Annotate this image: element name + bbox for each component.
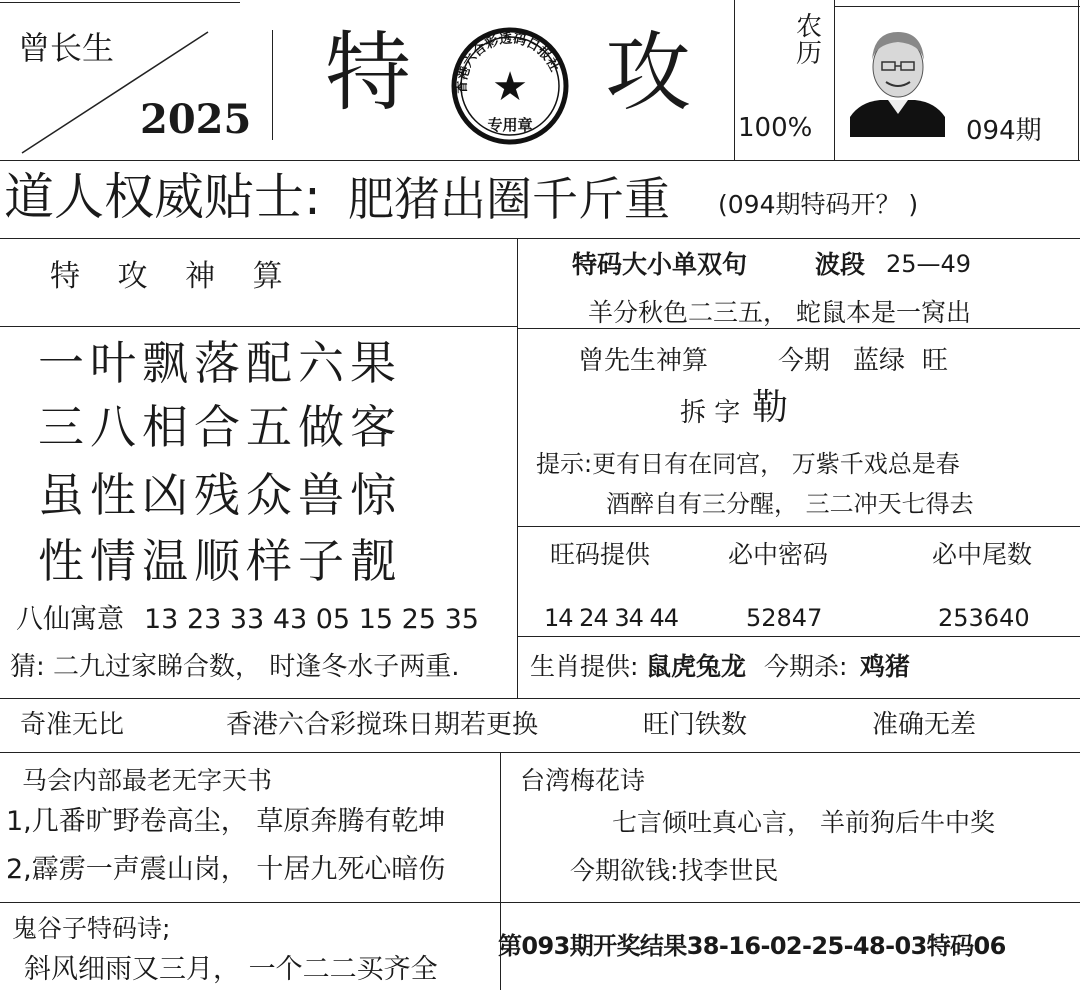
wave-label: 波段	[815, 250, 866, 279]
hint-line-2: 酒醉自有三分醒， 三二冲天七得去	[606, 490, 974, 518]
slogan-4: 准确无差	[872, 710, 977, 740]
author-name: 曾长生	[18, 29, 115, 67]
horse-book-line-1: 1,几番旷野卷高尘， 草原奔腾有乾坤	[6, 806, 446, 837]
title-char-gong: 攻	[605, 23, 691, 123]
zodiac-values: 鼠虎兔龙	[646, 652, 747, 681]
right-line-2	[517, 526, 1080, 527]
right-line-3	[517, 636, 1080, 637]
col-header-weishu: 必中尾数	[932, 540, 1033, 569]
poem-line-4: 性情温顺样子靓	[38, 534, 402, 588]
left-section-title: 特 攻 神 算	[50, 259, 297, 294]
header-right-border	[1078, 0, 1079, 160]
header-bottom-line	[0, 160, 1080, 161]
chaizi-char: 勒	[752, 387, 789, 428]
poem-line-3: 虽性凶残众兽惊	[38, 468, 402, 522]
this-issue-label: 今期	[778, 346, 831, 376]
title-char-te: 特	[325, 23, 411, 123]
right-line-1	[517, 328, 1080, 329]
poem-line-1: 一叶飘落配六果	[38, 336, 402, 390]
baxian-numbers: 13 23 33 43 05 15 25 35	[144, 604, 479, 635]
slogan-2: 香港六合彩搅珠日期若更换	[226, 710, 539, 740]
lower-right-line	[500, 902, 1080, 903]
col-value-mima: 52847	[746, 604, 823, 632]
header-divider-2	[734, 0, 735, 160]
lunar-calendar-label: 农 历	[796, 12, 823, 70]
kill-label: 今期杀:	[764, 652, 848, 681]
right-title: 特码大小单双句	[572, 250, 748, 279]
percent-label: 100%	[738, 113, 813, 143]
lower-left-line	[0, 902, 500, 903]
col-value-wangma: 14 24 34 44	[544, 604, 679, 632]
colors: 蓝绿	[853, 346, 906, 376]
slogan-3: 旺门铁数	[643, 710, 748, 740]
poem-line-2: 三八相合五做客	[38, 400, 402, 454]
guiguzi-title: 鬼谷子特码诗;	[12, 914, 171, 943]
issue-number: 094期	[966, 116, 1042, 146]
slogan-1: 奇准无比	[20, 710, 125, 740]
banner-note: (094期特码开？ )	[718, 190, 919, 219]
banner-bottom-line	[0, 238, 1080, 239]
banner-prefix: 道人权威贴士:	[4, 168, 321, 226]
col-header-mima: 必中密码	[728, 540, 829, 569]
chaizi-label: 拆 字	[680, 398, 741, 428]
portrait-photo	[850, 22, 945, 137]
kill-values: 鸡猪	[860, 652, 911, 681]
seal-star-icon: ★	[492, 64, 528, 110]
zodiac-label: 生肖提供:	[530, 652, 639, 681]
header-top-line-right	[835, 6, 1080, 7]
couplet: 羊分秋色二三五， 蛇鼠本是一窝出	[588, 298, 971, 327]
slogan-top-line	[0, 698, 1080, 699]
baxian-label: 八仙寓意	[16, 604, 124, 635]
taiwan-money: 今期欲钱:找李世民	[570, 856, 779, 885]
wang-label: 旺	[922, 346, 949, 376]
guiguzi-line: 斜风细雨又三月， 一个二二买齐全	[24, 954, 438, 985]
guess-text: 猜: 二九过家睇合数， 时逢冬水子两重.	[10, 652, 460, 682]
master-calc: 曾先生神算	[578, 346, 709, 376]
col-value-weishu: 253640	[938, 604, 1030, 632]
hint-line-1: 提示:更有日有在同宫， 万紫千戏总是春	[536, 450, 960, 478]
horse-book-line-2: 2,霹雳一声震山岗， 十居九死心暗伤	[6, 854, 446, 885]
taiwan-title: 台湾梅花诗	[520, 766, 646, 795]
left-title-line	[0, 326, 517, 327]
header-divider-3	[834, 0, 835, 160]
horse-book-title: 马会内部最老无字天书	[22, 766, 273, 795]
year: 2025	[140, 96, 252, 143]
seal-stamp	[450, 26, 570, 146]
taiwan-line: 七言倾吐真心言， 羊前狗后牛中奖	[612, 808, 995, 837]
seal-arc-text: 香港六合彩透码日报社	[454, 31, 562, 94]
header-divider	[272, 30, 273, 140]
col-header-wangma: 旺码提供	[550, 540, 651, 569]
wave-range: 25—49	[886, 250, 972, 278]
middle-divider	[517, 238, 518, 698]
header-top-line-left	[0, 2, 240, 3]
seal-bottom-text: 专用章	[487, 116, 533, 134]
banner-phrase: 肥猪出圈千斤重	[348, 172, 670, 226]
draw-result: 第093期开奖结果38-16-02-25-48-03特码06	[498, 932, 1006, 960]
slogan-bottom-line	[0, 752, 1080, 753]
